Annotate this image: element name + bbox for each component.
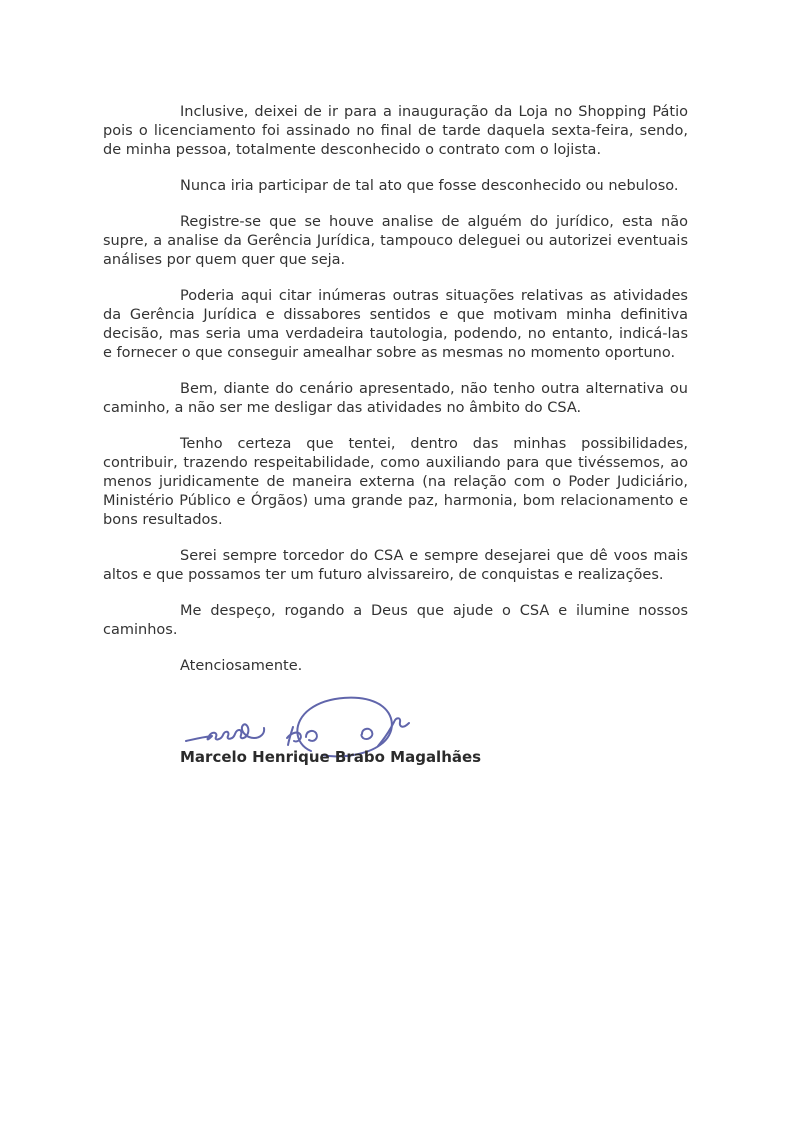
- letter-body: [103, 103, 688, 767]
- closing-salutation: Atenciosamente.: [180, 658, 303, 674]
- paragraph-torcedor: Serei sempre torcedor do CSA e sempre desejarei que dê voos mais altos e que possamos ter um futuro alvissareiro, de conquistas e realizações.: [103, 548, 688, 583]
- signer-name: Marcelo Henrique Brabo Magalhães: [180, 748, 482, 766]
- paragraph-registre-se: Registre-se que se houve analise de alguém do jurídico, esta não supre, a analise da Gerência Jurídica, tampouco deleguei ou autorizei eventuais análises por quem quer que seja.: [103, 214, 688, 268]
- paragraph-despedida: Me despeço, rogando a Deus que ajude o CSA e ilumine nossos caminhos.: [103, 603, 688, 638]
- paragraph-poderia-citar: Poderia aqui citar inúmeras outras situações relativas as atividades da Gerência Jurídica e dissabores sentidos e que motivam minha definitiva decisão, mas seria uma verdadeira tautologia, podendo, no entanto, indicá-las e fornecer o que conseguir amealhar sobre as mesmas no momento oportuno.: [103, 288, 688, 361]
- paragraph-tenho-certeza: Tenho certeza que tentei, dentro das minhas possibilidades, contribuir, trazendo respeitabilidade, como auxiliando para que tivéssemos, ao menos juridicamente de maneira externa (na relação com o Poder Judiciário, Ministério Público e Órgãos) uma grande paz, harmonia, bom relacionamento e bons resultados.: [103, 436, 688, 528]
- paragraph-inauguracao: Inclusive, deixei de ir para a inauguração da Loja no Shopping Pátio pois o licenciamento foi assinado no final de tarde daquela sexta-feira, sendo, de minha pessoa, totalmente desconhecido o contrato com o lojista.: [103, 104, 688, 158]
- paragraph-desligamento: Bem, diante do cenário apresentado, não tenho outra alternativa ou caminho, a não ser me desligar das atividades no âmbito do CSA.: [103, 381, 688, 416]
- paragraph-nunca-iria: Nunca iria participar de tal ato que fosse desconhecido ou nebuloso.: [180, 178, 679, 194]
